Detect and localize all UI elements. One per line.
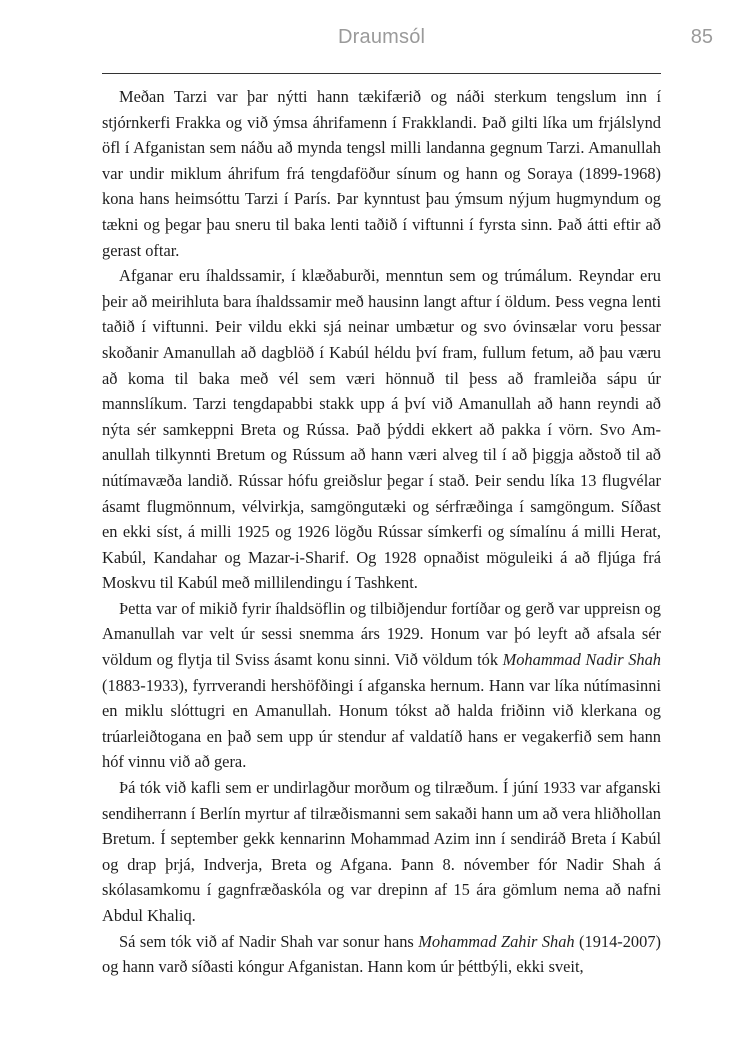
body-text bbox=[102, 84, 661, 980]
text-run: (1914-2007) og hann varð síðasti kóngur Afganistan. Hann kom úr þéttbýli, ekki sveit, bbox=[102, 931, 661, 977]
header-divider bbox=[102, 73, 661, 74]
text-run: Meðan Tarzi var þar nýtti hann tækifærið og náði sterkum tengslum inn í stjórnkerfi Frakka og við ýmsa áhrifamenn í Frakklandi. Það gilti líka um frjálslynd öfl í Afganistan sem náðu að mynda tengsl milli landanna gegnum Tarzi. Amanullah var undir miklum áhrifum frá tengdaföður sínum og hann og Soraya (1899-1968) kona hans heimsóttu Tarzi í París. Þar kynntust þau ýmsum nýjum hugmyndum og tækni og þegar þau sneru til baka lenti taðið í viftunni í fyrsta sinn. Það átti eftir að gerast oftar. bbox=[102, 87, 661, 260]
paragraph bbox=[102, 596, 661, 775]
text-run: Sá sem tók við af Nadir Shah var sonur hans bbox=[119, 931, 419, 951]
paragraph bbox=[102, 929, 661, 980]
paragraph bbox=[102, 84, 661, 263]
running-header bbox=[102, 22, 713, 52]
book-title: Draumsól bbox=[338, 26, 426, 48]
text-run: (1883-1933), fyrrverandi hershöfðingi í afganska hernum. Hann var líka nútímasinni en miklu slóttugri en Amanullah. Honum tókst að halda friðinn við klerkana og trúarleiðtogana en það sem upp úr stendur af valdatíð hans er vegakerfið sem hann hóf vinnu við að gera. bbox=[102, 675, 661, 772]
person-name-italic: Mohammad Zahir Shah bbox=[418, 931, 575, 951]
paragraph bbox=[102, 263, 661, 596]
page-number: 85 bbox=[690, 26, 713, 48]
paragraph bbox=[102, 775, 661, 929]
text-run: Þá tók við kafli sem er undirlagður morðum og tilræðum. Í júní 1933 var afganski sendiherrann í Berlín myrtur af tilræðismanni sem sakaði hann um að vera hliðhollan Bretum. Í september gekk kennarinn Mohammad Azim inn í sendiráð Breta í Kabúl og drap þrjá, Indverja, Breta og Afgana. Þann 8. nóvember fór Nadir Shah á skólasamkomu í gagnfræðaskóla og var drepinn af 15 ára gömlum nema að nafni Abdul Khaliq. bbox=[102, 778, 661, 925]
text-run: Þetta var of mikið fyrir íhaldsöflin og tilbiðjendur fortíðar og gerð var uppreisn og Amanullah var velt úr sessi snemma árs 1929. Honum var þó leyft að afsala sér völdum og flytja til Sviss ásamt konu sinni. Við völdum tók bbox=[102, 598, 661, 670]
text-run: Afganar eru íhaldssamir, í klæðaburði, menntun sem og trúmálum. Reyndar eru þeir að meirihluta bara íhaldssamir með hausinn langt aftur í öldum. Þess vegna lenti taðið í viftunni. Þeir vildu ekki sjá neinar umbætur og svo óvinsælar voru þessar skoðanir Amanullah að dagblöð í Kabúl héldu því fram, fullum fetum, að þau væru að koma til baka með vél sem væri hönnuð til þess að framleiða sápu úr mannslíkum. Tarzi tengdapabbi stakk upp á því við Amanullah að hann reyndi að nýta sér samkeppni Breta og Rússa. Það þýddi ekkert að pakka í vörn. Svo Amanullah tilkynnti Bretum og Rússum að hann væri alveg til í að þiggja aðstoð til að nútímavæða landið. Rússar hófu greiðslur þegar í stað. Þeir sendu líka 13 flugvélar ásamt flugmönnum, vélvirkja, samgöngutæki og sérfræðinga í samgöngum. Síðast en ekki síst, á milli 1925 og 1926 lögðu Rússar símkerfi og símalínu á milli Herat, Kabúl, Kandahar og Mazar-i-Sharif. Og 1928 opnaðist möguleiki á að fljúga frá Moskvu til Kabúl með millilendingu í Tashkent. bbox=[102, 266, 661, 593]
person-name-italic: Mohammad Nadir Shah bbox=[502, 650, 661, 670]
